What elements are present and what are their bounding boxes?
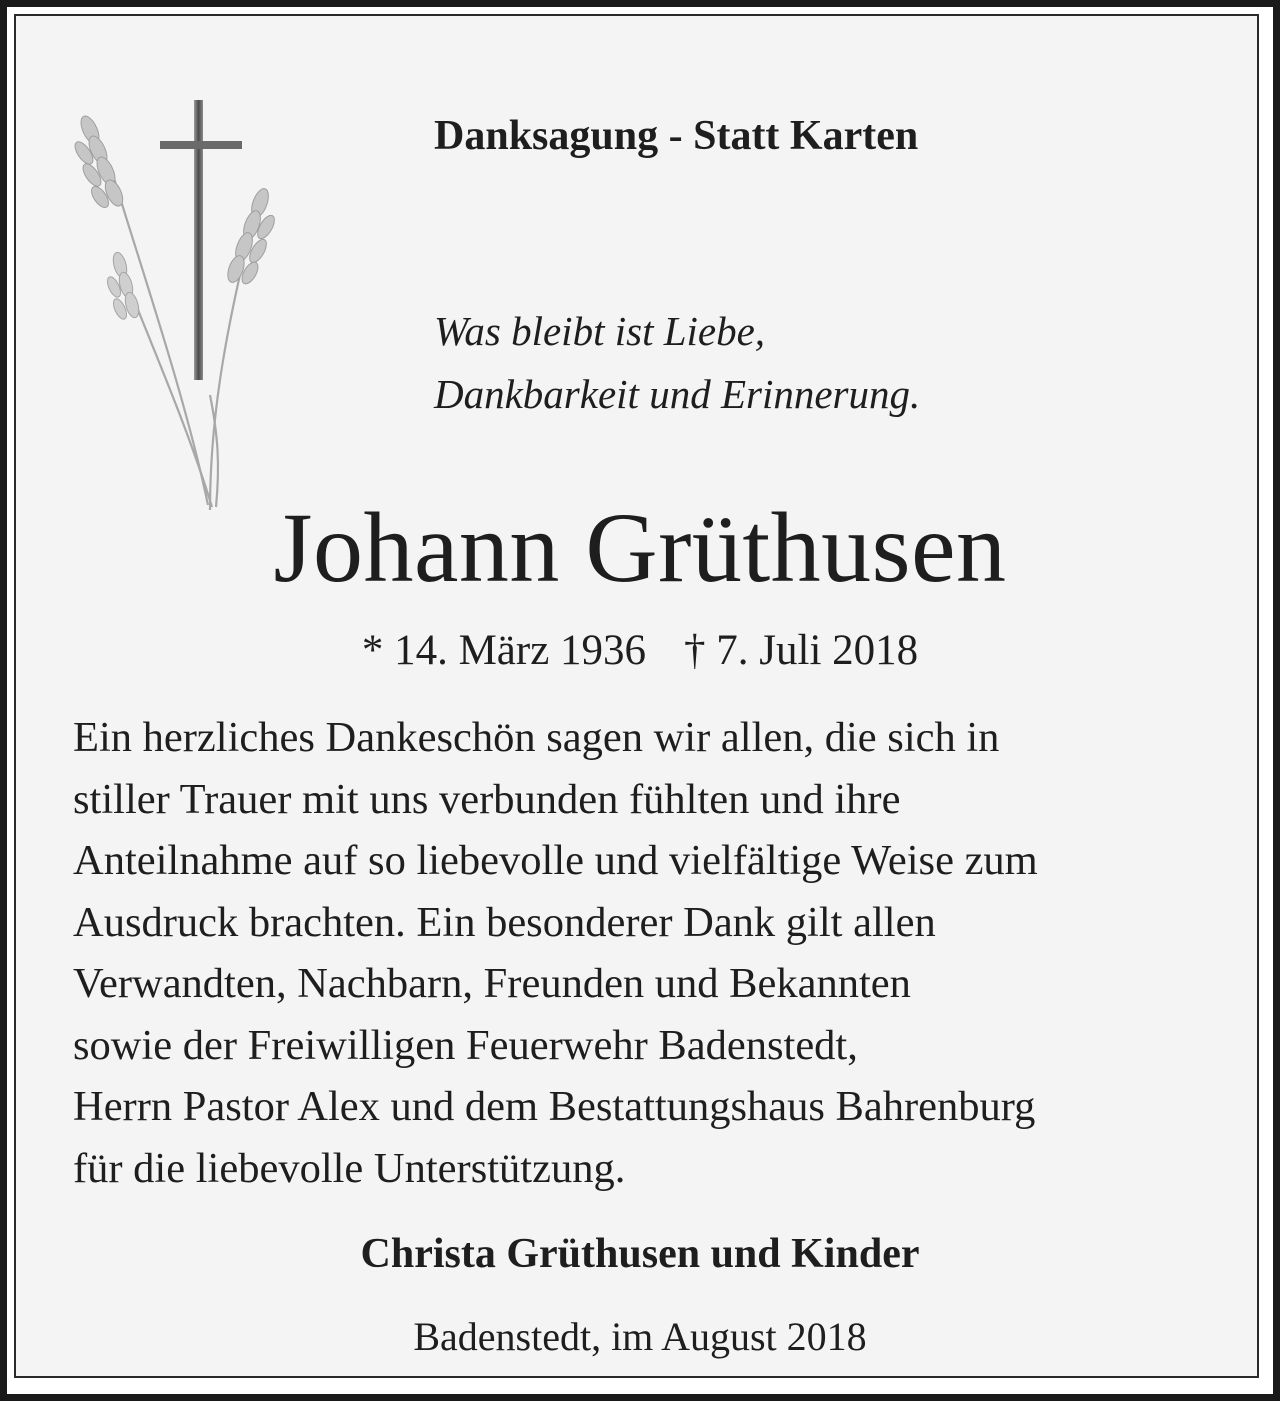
life-dates [0, 626, 1280, 675]
motto-line: Dankbarkeit und Erinnerung. [434, 371, 921, 417]
text-line: sowie der Freiwilligen Feuerwehr Badenstedt, [73, 1021, 858, 1069]
place-and-date: Badenstedt, im August 2018 [413, 1314, 867, 1359]
signature: Christa Grüthusen und Kinder [360, 1231, 920, 1277]
text-line: für die liebevolle Unterstützung. [73, 1144, 626, 1192]
text-line: Ein herzliches Dankeschön sagen wir allen, die sich in [73, 714, 1000, 761]
notice-heading: Danksagung - Statt Karten [434, 113, 919, 159]
text-line: Verwandten, Nachbarn, Freunden und Bekannten [73, 960, 911, 1007]
birth-date: * 14. März 1936 [361, 627, 647, 674]
deceased-name: Johann Grüthusen [273, 492, 1007, 603]
text-line: Ausdruck brachten. Ein besonderer Dank gilt allen [73, 898, 936, 946]
motto [434, 300, 920, 426]
motto-line: Was bleibt ist Liebe, [434, 308, 766, 354]
cross-with-wheat-icon [60, 95, 280, 525]
thank-you-text [73, 707, 1038, 1199]
text-line: Anteilnahme auf so liebevolle und vielfältige Weise zum [73, 837, 1038, 884]
text-line: Herrn Pastor Alex und dem Bestattungshaus Bahrenburg [73, 1083, 1036, 1130]
text-line: stiller Trauer mit uns verbunden fühlten und ihre [73, 775, 901, 823]
death-date: † 7. Juli 2018 [684, 627, 919, 674]
